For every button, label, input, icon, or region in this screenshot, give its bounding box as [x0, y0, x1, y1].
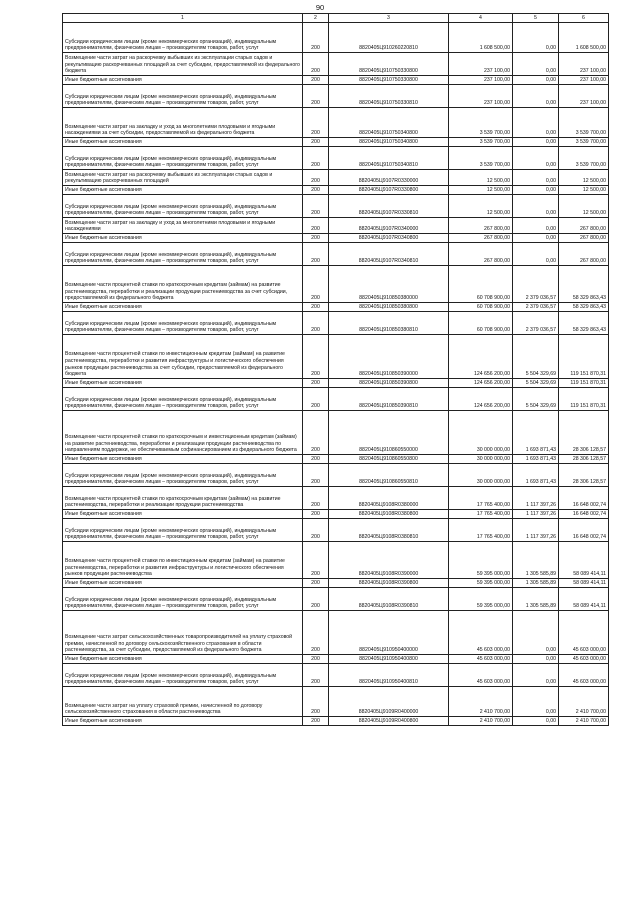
- row-exec-cell: 1 117 397,26: [513, 487, 559, 510]
- table-row: [63, 303, 609, 312]
- row-kvr-cell: 200: [303, 312, 329, 335]
- row-exec-cell: 0,00: [513, 687, 559, 717]
- row-name-cell: Возмещение части процентной ставки по инвестиционным кредитам (займам) на развитие растениеводства, переработки и развития инфраструктуры и логистического обеспечения рынков продукции растениеводства: [63, 542, 303, 579]
- row-name-cell: Иные бюджетные ассигнования: [63, 234, 303, 243]
- table-row: [63, 170, 609, 186]
- row-kvr-cell: 200: [303, 303, 329, 312]
- row-exec-cell: 0,00: [513, 23, 559, 53]
- row-kvr-cell: 200: [303, 464, 329, 487]
- row-exec-cell: 0,00: [513, 85, 559, 108]
- row-code-cell: 8820405Ц910260220810: [329, 23, 449, 53]
- row-kvr-cell: 200: [303, 147, 329, 170]
- row-code-cell: 8820405Ц9108R0380810: [329, 519, 449, 542]
- row-plan-cell: 267 800,00: [449, 218, 513, 234]
- row-name-cell: Субсидии юридическим лицам (кроме некоммерческих организаций), индивидуальным предпринимателям, физическим лицам – производителям товаров, работ, услуг: [63, 85, 303, 108]
- row-rest-cell: 3 539 700,00: [559, 138, 609, 147]
- row-kvr-cell: 200: [303, 487, 329, 510]
- row-rest-cell: 45 603 000,00: [559, 611, 609, 655]
- row-rest-cell: 16 648 002,74: [559, 510, 609, 519]
- row-plan-cell: 30 000 000,00: [449, 455, 513, 464]
- table-row: [63, 108, 609, 138]
- row-name-cell: Иные бюджетные ассигнования: [63, 76, 303, 85]
- row-rest-cell: 16 648 002,74: [559, 519, 609, 542]
- row-plan-cell: 45 603 000,00: [449, 611, 513, 655]
- row-name-cell: Иные бюджетные ассигнования: [63, 379, 303, 388]
- row-name-cell: Субсидии юридическим лицам (кроме некоммерческих организаций), индивидуальным предпринимателям, физическим лицам – производителям товаров, работ, услуг: [63, 519, 303, 542]
- row-name-cell: Субсидии юридическим лицам (кроме некоммерческих организаций), индивидуальным предпринимателям, физическим лицам – производителям товаров, работ, услуг: [63, 243, 303, 266]
- row-kvr-cell: 200: [303, 218, 329, 234]
- row-plan-cell: 124 656 200,00: [449, 379, 513, 388]
- header-cell: 3: [329, 14, 449, 23]
- row-code-cell: 8820405Ц910750340810: [329, 147, 449, 170]
- row-code-cell: 8820405Ц910750340800: [329, 108, 449, 138]
- table-row: [63, 510, 609, 519]
- row-name-cell: Иные бюджетные ассигнования: [63, 717, 303, 726]
- row-exec-cell: 0,00: [513, 138, 559, 147]
- row-exec-cell: 0,00: [513, 53, 559, 76]
- row-plan-cell: 267 800,00: [449, 243, 513, 266]
- table-row: [63, 147, 609, 170]
- row-rest-cell: 58 329 863,43: [559, 266, 609, 303]
- row-exec-cell: 1 305 585,89: [513, 579, 559, 588]
- row-code-cell: 8820405Ц9108R0380000: [329, 487, 449, 510]
- row-rest-cell: 2 410 700,00: [559, 687, 609, 717]
- header-cell: 4: [449, 14, 513, 23]
- row-code-cell: 8820405Ц9107R0340810: [329, 243, 449, 266]
- row-kvr-cell: 200: [303, 579, 329, 588]
- table-row: [63, 76, 609, 85]
- row-kvr-cell: 200: [303, 519, 329, 542]
- row-rest-cell: 12 500,00: [559, 195, 609, 218]
- row-code-cell: 8820405Ц9109R0400000: [329, 687, 449, 717]
- row-kvr-cell: 200: [303, 588, 329, 611]
- row-name-cell: Возмещение части процентной ставки по краткосрочным и инвестиционным кредитам (займам) на развитие растениеводства, переработки и реализации продукции растениеводства по направлениям поддержки, не обеспечиваемым софинансированием из федерального бюджета: [63, 411, 303, 455]
- row-rest-cell: 12 500,00: [559, 170, 609, 186]
- row-code-cell: 8820405Ц910950400000: [329, 611, 449, 655]
- row-name-cell: Возмещение части затрат на уплату страховой премии, начисленной по договору сельскохозяйственного страхования в области растениеводства: [63, 687, 303, 717]
- table-row: [63, 687, 609, 717]
- row-kvr-cell: 200: [303, 195, 329, 218]
- table-row: [63, 464, 609, 487]
- row-exec-cell: 0,00: [513, 108, 559, 138]
- row-kvr-cell: 200: [303, 76, 329, 85]
- row-kvr-cell: 200: [303, 138, 329, 147]
- table-row: [63, 388, 609, 411]
- row-code-cell: 8820405Ц9107R0340000: [329, 218, 449, 234]
- header-row: [63, 14, 609, 23]
- row-code-cell: 8820405Ц9108R0380800: [329, 510, 449, 519]
- row-exec-cell: 5 504 329,69: [513, 388, 559, 411]
- row-plan-cell: 12 500,00: [449, 186, 513, 195]
- row-name-cell: Субсидии юридическим лицам (кроме некоммерческих организаций), индивидуальным предпринимателям, физическим лицам – производителям товаров, работ, услуг: [63, 664, 303, 687]
- row-code-cell: 8820405Ц9107R0340800: [329, 234, 449, 243]
- row-exec-cell: 0,00: [513, 170, 559, 186]
- row-exec-cell: 2 379 036,57: [513, 303, 559, 312]
- row-rest-cell: 58 329 863,43: [559, 312, 609, 335]
- row-name-cell: Субсидии юридическим лицам (кроме некоммерческих организаций), индивидуальным предпринимателям, физическим лицам – производителям товаров, работ, услуг: [63, 312, 303, 335]
- row-rest-cell: 1 608 500,00: [559, 23, 609, 53]
- row-kvr-cell: 200: [303, 335, 329, 379]
- table-row: [63, 186, 609, 195]
- table-row: [63, 335, 609, 379]
- row-rest-cell: 58 089 414,11: [559, 579, 609, 588]
- row-plan-cell: 124 656 200,00: [449, 335, 513, 379]
- table-row: [63, 455, 609, 464]
- row-exec-cell: 0,00: [513, 611, 559, 655]
- row-name-cell: Иные бюджетные ассигнования: [63, 138, 303, 147]
- row-plan-cell: 2 410 700,00: [449, 687, 513, 717]
- row-name-cell: Иные бюджетные ассигнования: [63, 510, 303, 519]
- row-rest-cell: 237 100,00: [559, 76, 609, 85]
- row-rest-cell: 237 100,00: [559, 53, 609, 76]
- row-name-cell: Возмещение части затрат на раскорчевку выбывших из эксплуатации старых садов и рекультивацию раскорчеванных площадей за счет субсидии, предоставляемой из федерального бюджета: [63, 53, 303, 76]
- row-code-cell: 8820405Ц910750330810: [329, 85, 449, 108]
- table-row: [63, 234, 609, 243]
- table-row: [63, 542, 609, 579]
- table-row: [63, 138, 609, 147]
- row-rest-cell: 28 306 128,57: [559, 455, 609, 464]
- header-cell: 6: [559, 14, 609, 23]
- row-code-cell: 8820405Ц910850390810: [329, 388, 449, 411]
- row-kvr-cell: 200: [303, 53, 329, 76]
- table-row: [63, 411, 609, 455]
- row-code-cell: 8820405Ц9109R0400800: [329, 717, 449, 726]
- row-code-cell: 8820405Ц910750330800: [329, 53, 449, 76]
- row-rest-cell: 12 500,00: [559, 186, 609, 195]
- row-exec-cell: 1 117 397,26: [513, 510, 559, 519]
- row-plan-cell: 12 500,00: [449, 195, 513, 218]
- row-rest-cell: 3 539 700,00: [559, 108, 609, 138]
- row-code-cell: 8820405Ц910850390000: [329, 335, 449, 379]
- row-rest-cell: 58 089 414,11: [559, 542, 609, 579]
- table-row: [63, 266, 609, 303]
- budget-table-body: [63, 14, 609, 726]
- table-row: [63, 218, 609, 234]
- row-code-cell: 8820405Ц910850390800: [329, 379, 449, 388]
- table-row: [63, 53, 609, 76]
- row-exec-cell: 0,00: [513, 186, 559, 195]
- row-name-cell: Субсидии юридическим лицам (кроме некоммерческих организаций), индивидуальным предпринимателям, физическим лицам – производителям товаров, работ, услуг: [63, 388, 303, 411]
- row-kvr-cell: 200: [303, 23, 329, 53]
- header-cell: 5: [513, 14, 559, 23]
- row-kvr-cell: 200: [303, 388, 329, 411]
- row-exec-cell: 1 305 585,89: [513, 588, 559, 611]
- row-code-cell: 8820405Ц910950400800: [329, 655, 449, 664]
- row-name-cell: Иные бюджетные ассигнования: [63, 303, 303, 312]
- row-name-cell: Возмещение части затрат на закладку и уход за многолетними плодовыми и ягодными насаждениями за счет субсидии, предоставляемой из федерального бюджета: [63, 108, 303, 138]
- row-code-cell: 8820405Ц9108R0390800: [329, 579, 449, 588]
- row-kvr-cell: 200: [303, 234, 329, 243]
- table-row: [63, 85, 609, 108]
- row-plan-cell: 59 395 000,00: [449, 588, 513, 611]
- row-plan-cell: 30 000 000,00: [449, 411, 513, 455]
- row-exec-cell: 0,00: [513, 717, 559, 726]
- row-name-cell: Субсидии юридическим лицам (кроме некоммерческих организаций), индивидуальным предпринимателям, физическим лицам – производителям товаров, работ, услуг: [63, 464, 303, 487]
- row-code-cell: 8820405Ц910750340800: [329, 138, 449, 147]
- row-rest-cell: 45 603 000,00: [559, 655, 609, 664]
- row-plan-cell: 237 100,00: [449, 85, 513, 108]
- row-kvr-cell: 200: [303, 411, 329, 455]
- row-kvr-cell: 200: [303, 266, 329, 303]
- table-row: [63, 23, 609, 53]
- row-plan-cell: 267 800,00: [449, 234, 513, 243]
- row-rest-cell: 2 410 700,00: [559, 717, 609, 726]
- row-exec-cell: 1 693 871,43: [513, 411, 559, 455]
- row-rest-cell: 28 306 128,57: [559, 464, 609, 487]
- row-exec-cell: 5 504 329,69: [513, 379, 559, 388]
- row-kvr-cell: 200: [303, 455, 329, 464]
- row-name-cell: Возмещение части затрат на закладку и уход за многолетними плодовыми и ягодными насаждениями: [63, 218, 303, 234]
- budget-table: [62, 13, 609, 726]
- row-name-cell: Иные бюджетные ассигнования: [63, 579, 303, 588]
- row-code-cell: 8820405Ц9108R0390000: [329, 542, 449, 579]
- row-kvr-cell: 200: [303, 85, 329, 108]
- row-plan-cell: 237 100,00: [449, 53, 513, 76]
- row-rest-cell: 119 151 870,31: [559, 335, 609, 379]
- row-plan-cell: 60 708 900,00: [449, 266, 513, 303]
- table-row: [63, 243, 609, 266]
- row-code-cell: 8820405Ц910850380000: [329, 266, 449, 303]
- row-plan-cell: 3 539 700,00: [449, 138, 513, 147]
- row-kvr-cell: 200: [303, 542, 329, 579]
- row-code-cell: 8820405Ц9107R0330800: [329, 186, 449, 195]
- row-rest-cell: 3 539 700,00: [559, 147, 609, 170]
- table-row: [63, 655, 609, 664]
- row-plan-cell: 30 000 000,00: [449, 464, 513, 487]
- row-code-cell: 8820405Ц910860550000: [329, 411, 449, 455]
- row-name-cell: Иные бюджетные ассигнования: [63, 655, 303, 664]
- table-row: [63, 195, 609, 218]
- row-plan-cell: 17 765 400,00: [449, 487, 513, 510]
- row-plan-cell: 237 100,00: [449, 76, 513, 85]
- row-name-cell: Субсидии юридическим лицам (кроме некоммерческих организаций), индивидуальным предпринимателям, физическим лицам – производителям товаров, работ, услуг: [63, 23, 303, 53]
- row-name-cell: Возмещение части затрат на раскорчевку выбывших из эксплуатации старых садов и рекультивацию раскорчеванных площадей: [63, 170, 303, 186]
- row-exec-cell: 1 305 585,89: [513, 542, 559, 579]
- row-exec-cell: 2 379 036,57: [513, 312, 559, 335]
- table-row: [63, 664, 609, 687]
- row-exec-cell: 0,00: [513, 76, 559, 85]
- row-code-cell: 8820405Ц9107R0330000: [329, 170, 449, 186]
- row-rest-cell: 119 151 870,31: [559, 379, 609, 388]
- table-row: [63, 717, 609, 726]
- row-kvr-cell: 200: [303, 186, 329, 195]
- row-name-cell: Иные бюджетные ассигнования: [63, 455, 303, 464]
- header-cell: 2: [303, 14, 329, 23]
- row-plan-cell: 1 608 500,00: [449, 23, 513, 53]
- row-exec-cell: 0,00: [513, 147, 559, 170]
- row-rest-cell: 58 329 863,43: [559, 303, 609, 312]
- row-plan-cell: 45 603 000,00: [449, 655, 513, 664]
- row-plan-cell: 17 765 400,00: [449, 519, 513, 542]
- row-rest-cell: 16 648 002,74: [559, 487, 609, 510]
- row-rest-cell: 45 603 000,00: [559, 664, 609, 687]
- row-kvr-cell: 200: [303, 664, 329, 687]
- row-rest-cell: 267 800,00: [559, 218, 609, 234]
- row-name-cell: Субсидии юридическим лицам (кроме некоммерческих организаций), индивидуальным предпринимателям, физическим лицам – производителям товаров, работ, услуг: [63, 147, 303, 170]
- row-kvr-cell: 200: [303, 510, 329, 519]
- table-row: [63, 519, 609, 542]
- row-plan-cell: 60 708 900,00: [449, 312, 513, 335]
- row-code-cell: 8820405Ц910850380810: [329, 312, 449, 335]
- row-kvr-cell: 200: [303, 717, 329, 726]
- row-kvr-cell: 200: [303, 687, 329, 717]
- row-plan-cell: 59 395 000,00: [449, 579, 513, 588]
- row-exec-cell: 0,00: [513, 195, 559, 218]
- table-row: [63, 588, 609, 611]
- row-exec-cell: 0,00: [513, 664, 559, 687]
- row-plan-cell: 12 500,00: [449, 170, 513, 186]
- row-plan-cell: 3 539 700,00: [449, 147, 513, 170]
- row-kvr-cell: 200: [303, 108, 329, 138]
- row-name-cell: Субсидии юридическим лицам (кроме некоммерческих организаций), индивидуальным предпринимателям, физическим лицам – производителям товаров, работ, услуг: [63, 195, 303, 218]
- table-row: [63, 611, 609, 655]
- row-rest-cell: 28 306 128,57: [559, 411, 609, 455]
- row-plan-cell: 59 395 000,00: [449, 542, 513, 579]
- row-kvr-cell: 200: [303, 379, 329, 388]
- row-plan-cell: 60 708 900,00: [449, 303, 513, 312]
- row-plan-cell: 3 539 700,00: [449, 108, 513, 138]
- row-code-cell: 8820405Ц910850380800: [329, 303, 449, 312]
- row-name-cell: Возмещение части процентной ставки по краткосрочным кредитам (займам) на развитие растениеводства, переработки и реализации продукции растениеводства за счет субсидии, предоставляемой из федерального бюджета: [63, 266, 303, 303]
- row-code-cell: 8820405Ц910860550800: [329, 455, 449, 464]
- row-plan-cell: 2 410 700,00: [449, 717, 513, 726]
- row-exec-cell: 1 693 871,43: [513, 455, 559, 464]
- row-exec-cell: 0,00: [513, 655, 559, 664]
- row-exec-cell: 2 379 036,57: [513, 266, 559, 303]
- table-row: [63, 487, 609, 510]
- header-cell: 1: [63, 14, 303, 23]
- row-code-cell: 8820405Ц910860550810: [329, 464, 449, 487]
- row-exec-cell: 0,00: [513, 234, 559, 243]
- row-name-cell: Иные бюджетные ассигнования: [63, 186, 303, 195]
- row-code-cell: 8820405Ц9108R0390810: [329, 588, 449, 611]
- row-plan-cell: 124 656 200,00: [449, 388, 513, 411]
- row-code-cell: 8820405Ц910950400810: [329, 664, 449, 687]
- row-rest-cell: 267 800,00: [559, 243, 609, 266]
- row-code-cell: 8820405Ц910750330800: [329, 76, 449, 85]
- row-code-cell: 8820405Ц9107R0330810: [329, 195, 449, 218]
- row-exec-cell: 0,00: [513, 243, 559, 266]
- row-rest-cell: 237 100,00: [559, 85, 609, 108]
- table-row: [63, 312, 609, 335]
- row-rest-cell: 119 151 870,31: [559, 388, 609, 411]
- row-exec-cell: 5 504 329,69: [513, 335, 559, 379]
- row-kvr-cell: 200: [303, 243, 329, 266]
- row-exec-cell: 1 693 871,43: [513, 464, 559, 487]
- row-plan-cell: 17 765 400,00: [449, 510, 513, 519]
- row-plan-cell: 45 603 000,00: [449, 664, 513, 687]
- row-name-cell: Субсидии юридическим лицам (кроме некоммерческих организаций), индивидуальным предпринимателям, физическим лицам – производителям товаров, работ, услуг: [63, 588, 303, 611]
- row-rest-cell: 267 800,00: [559, 234, 609, 243]
- row-kvr-cell: 200: [303, 655, 329, 664]
- page-number: 90: [315, 3, 325, 12]
- row-exec-cell: 1 117 397,26: [513, 519, 559, 542]
- row-name-cell: Возмещение части процентной ставки по краткосрочным кредитам (займам) на развитие растениеводства, переработки и реализации продукции растениеводства: [63, 487, 303, 510]
- row-rest-cell: 58 089 414,11: [559, 588, 609, 611]
- table-row: [63, 579, 609, 588]
- row-name-cell: Возмещение части затрат сельскохозяйственных товаропроизводителей на уплату страховой премии, начисленной по договору сельскохозяйственного страхования в области растениеводства, за счет субсидии, предоставляемой из федерального бюджета: [63, 611, 303, 655]
- row-kvr-cell: 200: [303, 170, 329, 186]
- row-kvr-cell: 200: [303, 611, 329, 655]
- row-exec-cell: 0,00: [513, 218, 559, 234]
- table-row: [63, 379, 609, 388]
- row-name-cell: Возмещение части процентной ставки по инвестиционным кредитам (займам) на развитие растениеводства, переработки и развития инфраструктуры и логистического обеспечения рынков продукции растениеводства за счет субсидии, предоставляемой из федерального бюджета: [63, 335, 303, 379]
